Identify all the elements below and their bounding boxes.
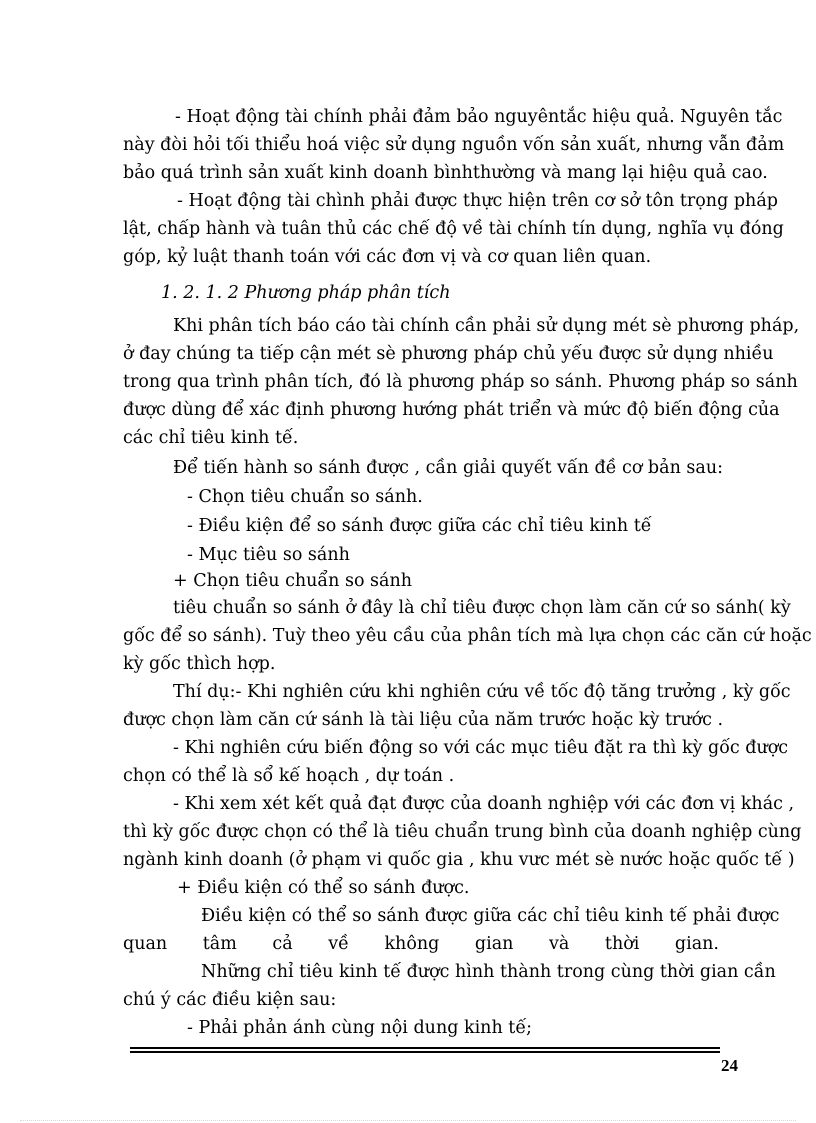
page-number: 24 (721, 1056, 738, 1075)
text: - Hoạt động tài chính phải đảm bảo nguyêntắc hiệu quả. Nguyên tắc (175, 107, 783, 127)
paragraph-4-line-3: kỳ gốc thìch hợp. (123, 654, 276, 674)
footer-rule-bottom (130, 1051, 720, 1053)
paragraph-9-line-1 (201, 959, 776, 985)
text: Thí dụ:- Khi nghiên cứu khi nghiên cứu về tốc độ tăng trưởng , kỳ gốc (173, 682, 791, 702)
sub-heading-1: + Chọn tiêu chuẩn so sánh (173, 571, 413, 591)
paragraph-8-line-1 (201, 903, 780, 929)
paragraph-6-line-1 (173, 735, 789, 761)
page-edge-divider (20, 1120, 796, 1121)
section-heading: 1. 2. 1. 2 Phương pháp phân tích (161, 283, 451, 303)
list-item: - Mục tiêu so sánh (187, 545, 350, 565)
paragraph-1-line-2: này đòi hỏi tối thiểu hoá việc sử dụng nguồn vốn sản xuất, nhưng vẫn đảm (123, 135, 785, 155)
paragraph-3-line-2: ở đay chúng ta tiếp cận mét sè phương pháp chủ yếu được sử dụng nhiều (123, 344, 774, 364)
paragraph-3-line-3: trong qua trình phân tích, đó là phương pháp so sánh. Phương pháp so sánh (123, 372, 798, 392)
text: Khi phân tích báo cáo tài chính cần phải sử dụng mét sè phương pháp, (173, 316, 800, 336)
paragraph-3-line-4: được dùng để xác định phương hướng phát triển và mức độ biến động của (123, 400, 780, 420)
paragraph-9-line-2: chú ý các điều kiện sau: (123, 990, 337, 1010)
paragraph-2-line-2: lật, chấp hành và tuân thủ các chế độ về tài chính tín dụng, nghĩa vụ đóng (123, 219, 784, 239)
list-item: - Chọn tiêu chuẩn so sánh. (187, 487, 423, 507)
footer-rule-top (130, 1047, 720, 1049)
paragraph-3-line-5: các chỉ tiêu kinh tế. (123, 428, 299, 448)
list-item: - Phải phản ánh cùng nội dung kinh tế; (187, 1018, 532, 1038)
paragraph-1-line-3: bảo quá trình sản xuất kinh doanh bìnhthường và mang lại hiệu quả cao. (123, 163, 768, 183)
paragraph-7-line-1: - Khi xem xét kết quả đạt được của doanh nghiệp với các đơn vị khác , (173, 794, 795, 814)
text: - Khi nghiên cứu biến động so với các mục tiêu đặt ra thì kỳ gốc được (173, 738, 789, 758)
sub-heading-2: + Điều kiện có thể so sánh được. (177, 878, 470, 898)
paragraph-7-line-3: ngành kinh doanh (ở phạm vi quốc gia , khu vưc mét sè nước hoặc quốc tế ) (123, 850, 795, 870)
list-item: - Điều kiện để so sánh được giữa các chỉ tiêu kinh tế (187, 516, 652, 536)
text: Điều kiện có thể so sánh được giữa các chỉ tiêu kinh tế phải được (201, 906, 780, 926)
text: Những chỉ tiêu kinh tế được hình thành trong cùng thời gian cần (201, 962, 776, 982)
paragraph-7-line-2: thì kỳ gốc được chọn có thể là tiêu chuẩn trung bình của doanh nghiệp cùng (123, 822, 802, 842)
text: - Hoạt động tài chình phải được thực hiện trên cơ sở tôn trọng pháp (177, 191, 778, 211)
paragraph-6-line-2: chọn có thể là sổ kế hoạch , dự toán . (123, 766, 455, 786)
paragraph-3-line-1 (173, 313, 800, 339)
text: tiêu chuẩn so sánh ở đây là chỉ tiêu được chọn làm căn cứ so sánh( kỳ (173, 598, 791, 618)
paragraph-4-line-2: gốc để so sánh). Tuỳ theo yêu cầu của phân tích mà lựa chọn các căn cứ hoặc (123, 626, 812, 646)
paragraph-1-line-1 (175, 104, 783, 130)
paragraph-2-line-3: góp, kỷ luật thanh toán với các đơn vị và cơ quan liên quan. (123, 247, 652, 267)
paragraph-5-line-2: được chọn làm căn cứ sánh là tài liệu của năm trước hoặc kỳ trước . (123, 710, 724, 730)
intro-line: Để tiến hành so sánh được , cần giải quyết vấn đề cơ bản sau: (173, 458, 723, 478)
paragraph-4-line-1 (173, 595, 791, 621)
paragraph-8-line-2: quan tâm cả về không gian và thời gian. (123, 934, 719, 954)
paragraph-2-line-1 (177, 188, 778, 214)
paragraph-5-line-1 (173, 679, 791, 705)
